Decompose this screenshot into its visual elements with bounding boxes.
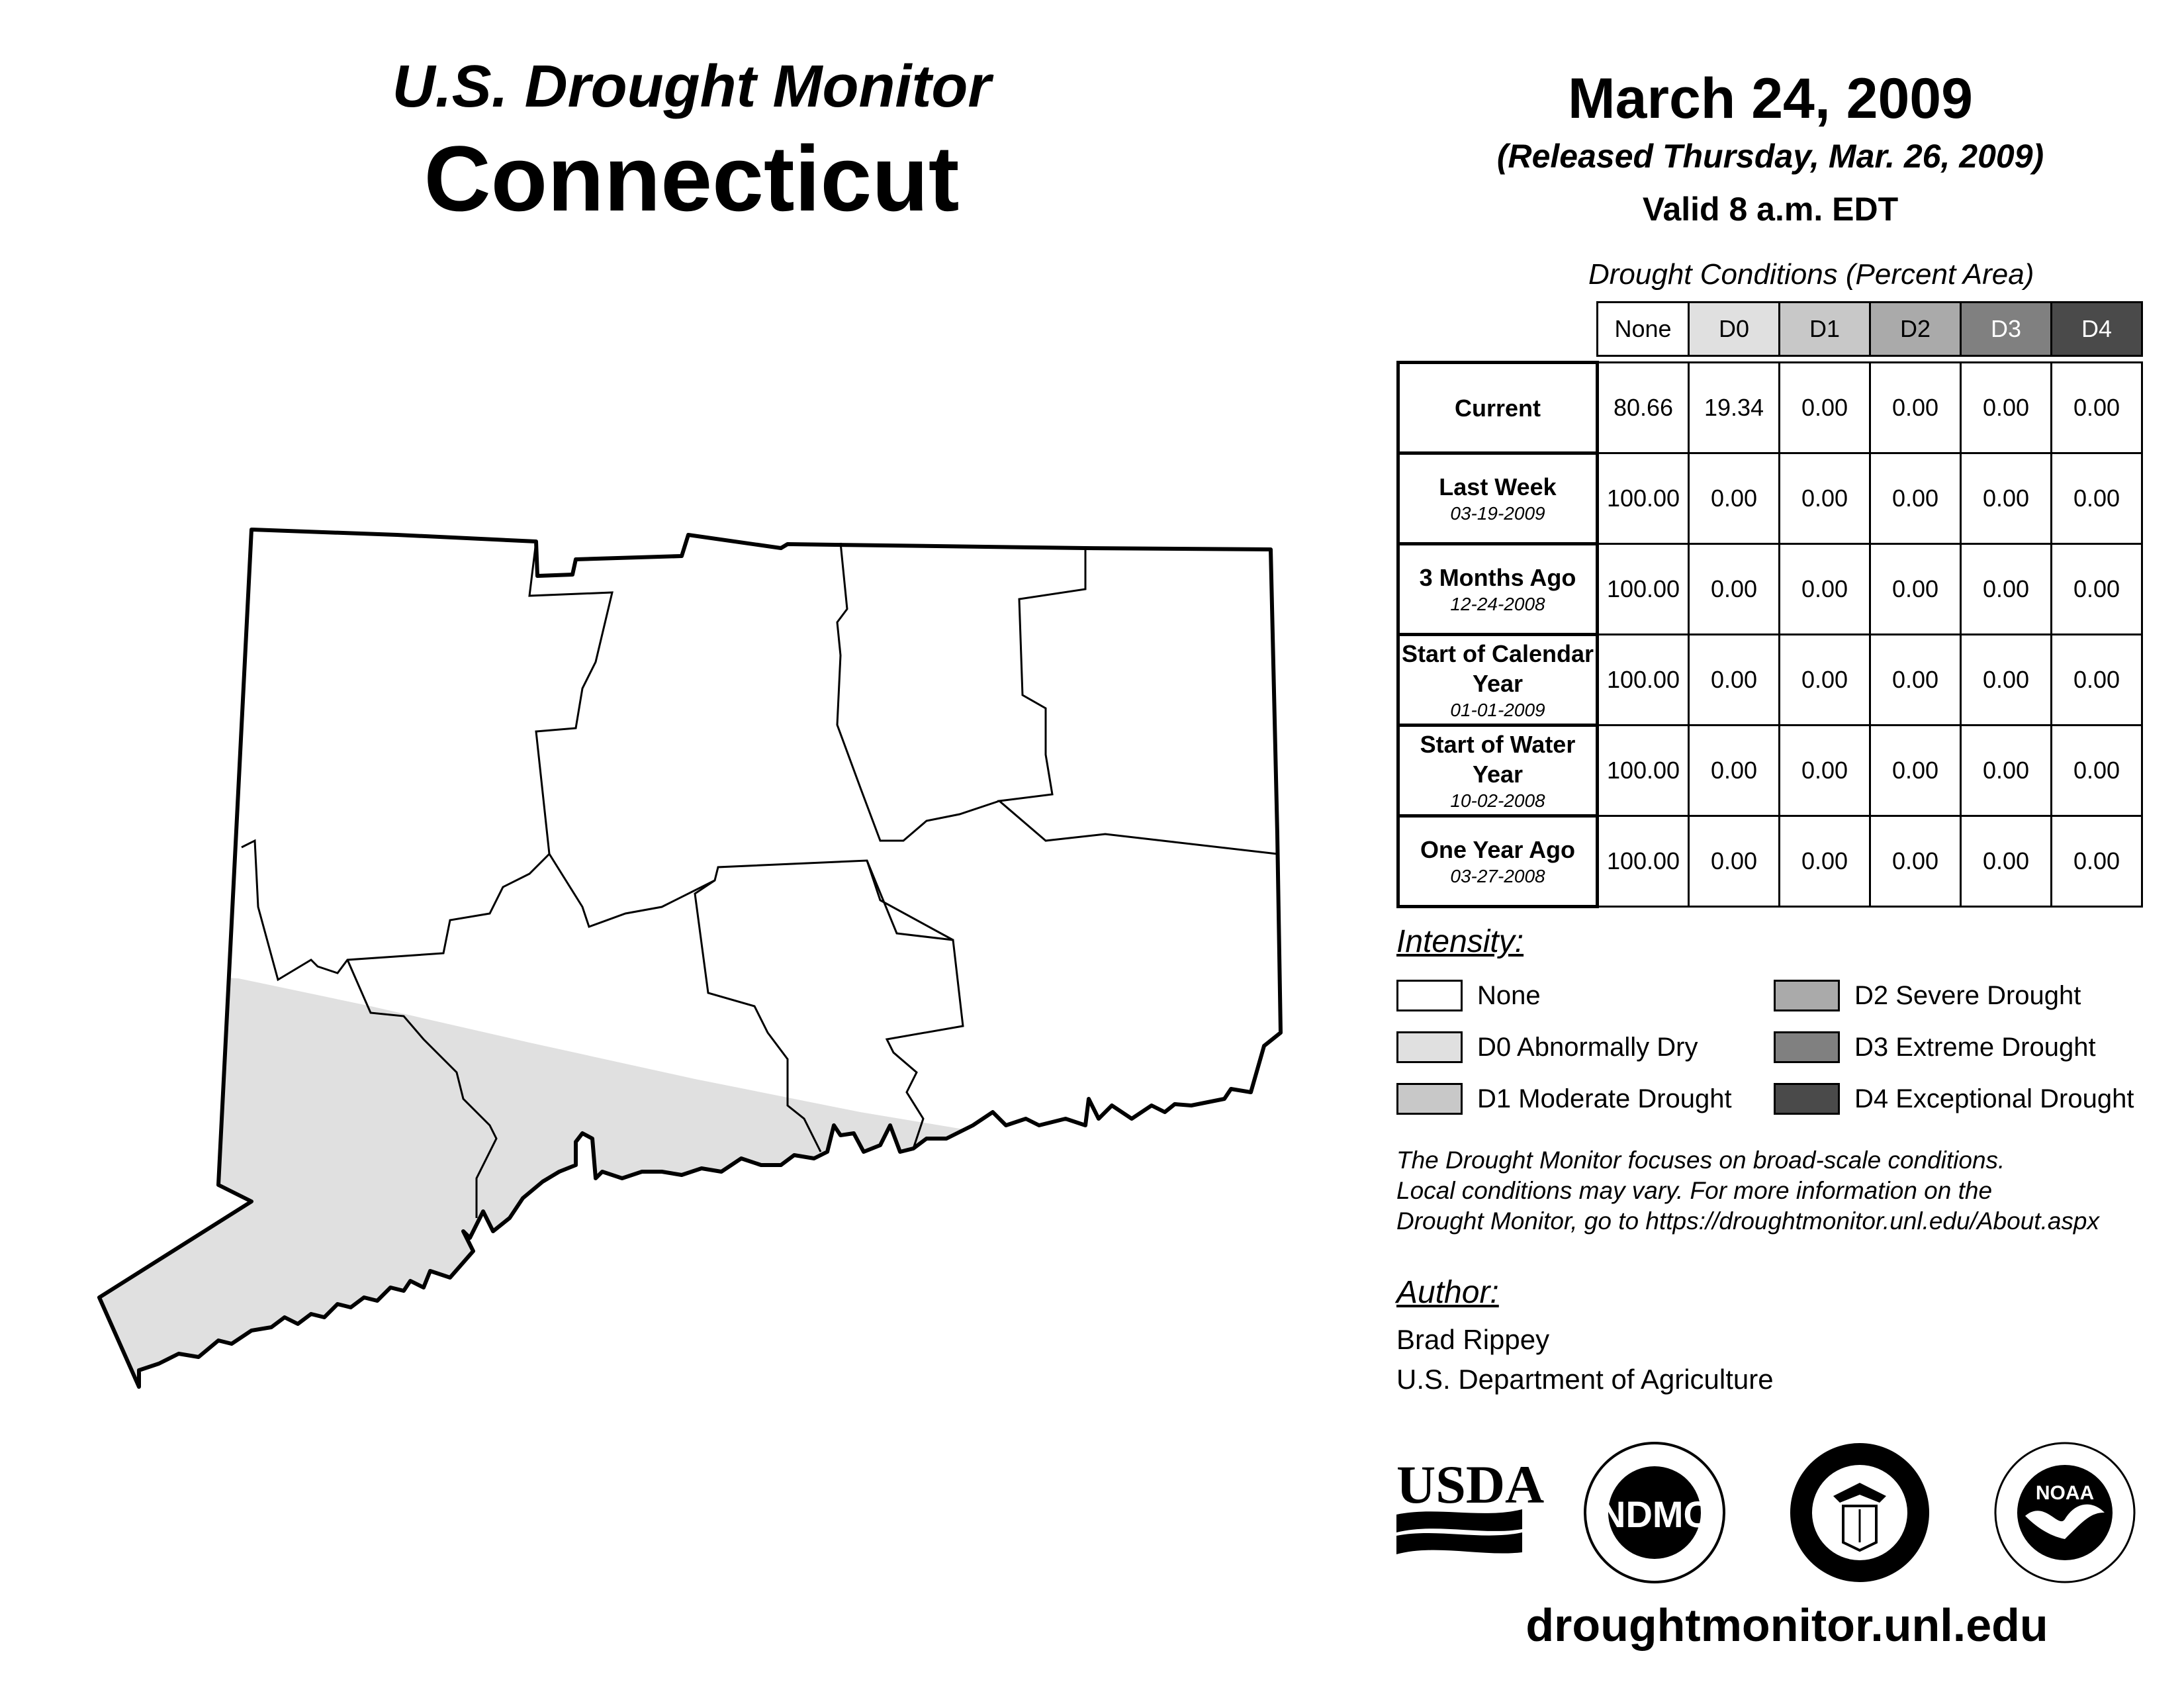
legend-label: D4 Exceptional Drought <box>1854 1084 2134 1113</box>
usda-logo <box>1396 1454 1544 1554</box>
website-link[interactable]: droughtmonitor.unl.edu <box>1525 1599 2048 1651</box>
cell-d1: 0.00 <box>1780 635 1870 726</box>
col-d4: D4 <box>2052 303 2142 356</box>
cell-d2: 0.00 <box>1870 453 1961 544</box>
cell-none: 100.00 <box>1598 816 1689 907</box>
table-row <box>1398 726 2142 816</box>
row-label <box>1398 635 1598 726</box>
legend-swatch <box>1774 1083 1840 1115</box>
legend-swatch <box>1774 1031 1840 1063</box>
row-label <box>1398 816 1598 907</box>
conditions-table <box>1396 301 2143 908</box>
cell-d3: 0.00 <box>1961 544 2052 635</box>
row-date: 10-02-2008 <box>1450 790 1545 811</box>
table-row <box>1398 544 2142 635</box>
col-d0: D0 <box>1689 303 1780 356</box>
cell-d3: 0.00 <box>1961 816 2052 907</box>
row-label-text: Last Week <box>1439 473 1557 500</box>
row-label <box>1398 453 1598 544</box>
date-block <box>1357 66 2184 228</box>
table-row <box>1398 363 2142 453</box>
cell-d4: 0.00 <box>2052 635 2142 726</box>
row-label <box>1398 363 1598 453</box>
row-label-text: Start of Calendar Year <box>1401 639 1594 697</box>
cell-d4: 0.00 <box>2052 726 2142 816</box>
cell-none: 80.66 <box>1598 363 1689 453</box>
cell-d1: 0.00 <box>1780 816 1870 907</box>
legend-swatch <box>1396 1083 1463 1115</box>
legend-title: Intensity: <box>1396 924 1524 959</box>
table-caption: Drought Conditions (Percent Area) <box>1588 258 2034 291</box>
svg-text:NDMC: NDMC <box>1599 1493 1710 1535</box>
cell-d3: 0.00 <box>1961 363 2052 453</box>
cell-d0: 0.00 <box>1689 453 1780 544</box>
row-label-text: One Year Ago <box>1420 836 1576 863</box>
cell-none: 100.00 <box>1598 453 1689 544</box>
cell-d3: 0.00 <box>1961 453 2052 544</box>
cell-d4: 0.00 <box>2052 816 2142 907</box>
cell-d1: 0.00 <box>1780 544 1870 635</box>
table-body <box>1398 363 2142 907</box>
cell-d1: 0.00 <box>1780 363 1870 453</box>
ndmc-logo <box>1585 1443 1724 1582</box>
legend-item <box>1396 1031 1698 1063</box>
legend-label: D3 Extreme Drought <box>1854 1032 2096 1062</box>
header-blank <box>1398 303 1598 356</box>
cell-d2: 0.00 <box>1870 816 1961 907</box>
disclaimer-line: Drought Monitor, go to https://droughtmonitor.unl.edu/About.aspx <box>1396 1207 2099 1235</box>
release-date: (Released Thursday, Mar. 26, 2009) <box>1496 138 2044 175</box>
state-title: Connecticut <box>424 126 960 230</box>
row-label-text: Start of Water Year <box>1420 730 1576 788</box>
cell-d2: 0.00 <box>1870 635 1961 726</box>
author-title: Author: <box>1396 1275 1499 1310</box>
table-row <box>1398 635 2142 726</box>
legend-swatch <box>1396 980 1463 1011</box>
cell-d0: 0.00 <box>1689 635 1780 726</box>
legend-item <box>1774 1083 2134 1115</box>
col-d2: D2 <box>1870 303 1961 356</box>
legend-label: None <box>1477 980 1541 1010</box>
valid-time: Valid 8 a.m. EDT <box>1642 191 1899 228</box>
partner-logos <box>1390 1436 2184 1589</box>
col-none: None <box>1598 303 1689 356</box>
cell-d4: 0.00 <box>2052 453 2142 544</box>
row-label-text: Current <box>1454 394 1541 422</box>
cell-d1: 0.00 <box>1780 726 1870 816</box>
legend-item <box>1396 980 1541 1011</box>
noaa-logo <box>1995 1443 2134 1582</box>
commerce-seal-logo <box>1790 1443 1929 1582</box>
cell-d0: 0.00 <box>1689 816 1780 907</box>
legend-item <box>1774 980 2081 1011</box>
author-org: U.S. Department of Agriculture <box>1396 1364 1774 1395</box>
row-date: 01-01-2009 <box>1450 699 1545 720</box>
col-d1: D1 <box>1780 303 1870 356</box>
legend-label: D1 Moderate Drought <box>1477 1084 1732 1113</box>
cell-d4: 0.00 <box>2052 544 2142 635</box>
row-label <box>1398 726 1598 816</box>
col-d3: D3 <box>1961 303 2052 356</box>
cell-d3: 0.00 <box>1961 726 2052 816</box>
legend-item <box>1396 1083 1732 1115</box>
legend-swatch <box>1396 1031 1463 1063</box>
row-date: 03-19-2009 <box>1450 503 1545 524</box>
cell-d0: 0.00 <box>1689 544 1780 635</box>
legend-label: D0 Abnormally Dry <box>1477 1032 1698 1062</box>
cell-d2: 0.00 <box>1870 544 1961 635</box>
cell-d2: 0.00 <box>1870 363 1961 453</box>
row-label <box>1398 544 1598 635</box>
legend-swatch <box>1774 980 1840 1011</box>
monitor-title: U.S. Drought Monitor <box>392 54 991 120</box>
cell-d3: 0.00 <box>1961 635 2052 726</box>
cell-d1: 0.00 <box>1780 453 1870 544</box>
map-date: March 24, 2009 <box>1568 67 1973 130</box>
table-row <box>1398 816 2142 907</box>
author-name: Brad Rippey <box>1396 1324 1550 1355</box>
cell-d4: 0.00 <box>2052 363 2142 453</box>
legend-label: D2 Severe Drought <box>1854 980 2081 1010</box>
legend-item <box>1774 1031 2096 1063</box>
svg-text:USDA: USDA <box>1396 1454 1545 1515</box>
row-date: 03-27-2008 <box>1450 866 1545 886</box>
cell-none: 100.00 <box>1598 544 1689 635</box>
row-label-text: 3 Months Ago <box>1419 564 1576 591</box>
table-row <box>1398 453 2142 544</box>
cell-none: 100.00 <box>1598 726 1689 816</box>
row-date: 12-24-2008 <box>1450 594 1545 614</box>
table-header-row <box>1398 303 2142 356</box>
cell-d0: 0.00 <box>1689 726 1780 816</box>
disclaimer-line: The Drought Monitor focuses on broad-scale conditions. <box>1396 1147 2005 1174</box>
disclaimer-line: Local conditions may vary. For more information on the <box>1396 1177 1993 1204</box>
svg-text:NOAA: NOAA <box>2035 1482 2095 1504</box>
disclaimer <box>1396 1145 2177 1237</box>
cell-none: 100.00 <box>1598 635 1689 726</box>
cell-d0: 19.34 <box>1689 363 1780 453</box>
cell-d2: 0.00 <box>1870 726 1961 816</box>
